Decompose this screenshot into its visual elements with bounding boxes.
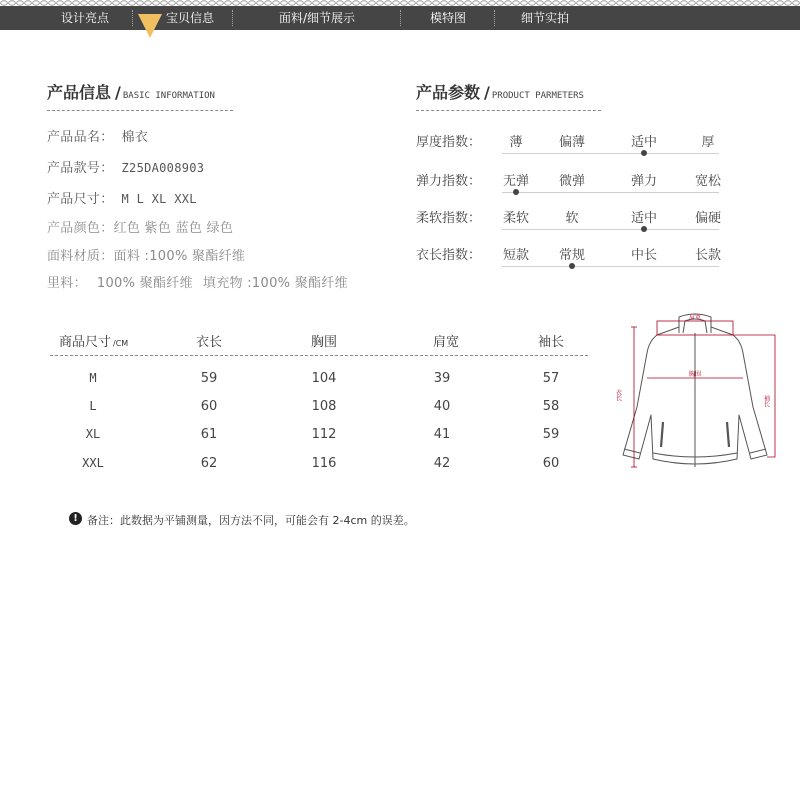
param-option: 弹力 [630,174,658,189]
warning-icon: ! [69,512,82,525]
param-option: 柔软 [502,211,530,226]
measurement-cell: 104 [311,371,337,386]
param-label: 柔软指数： [416,211,482,226]
fabric-row [47,245,245,264]
jacket-left-cuff [624,449,640,453]
basic-info-title: 产品信息 [47,83,112,102]
size-header-label: 商品尺寸 [59,335,112,350]
param-label: 衣长指数： [416,248,482,263]
column-header-length: 衣长 [195,335,223,350]
param-scale-line [502,229,719,230]
product-code-value: Z25DA008903 [121,161,205,175]
product-name-value: 棉衣 [121,130,149,145]
product-size-row [47,188,197,207]
params-title: 产品参数 [416,83,481,102]
filling-label: 填充物 : [202,276,252,291]
tab-separator [132,10,133,26]
column-header-sleeve: 袖长 [537,335,565,350]
product-color-row [47,217,233,236]
tab-separator [232,10,233,26]
product-color-value: 红色 紫色 蓝色 绿色 [113,221,234,236]
tab-fabric-details[interactable]: 面料/细节展示 [278,11,356,25]
param-label: 弹力指数： [416,174,482,189]
size-cell: XXL [82,456,104,470]
param-selected-marker [569,263,575,269]
measurement-cell: 59 [200,371,218,386]
measurement-note: 备注：此数据为平铺测量，因方法不同，可能会有 2-4cm 的误差。 [87,514,415,527]
param-option: 偏薄 [558,135,586,150]
param-option: 中长 [630,248,658,263]
param-option: 短款 [502,248,530,263]
tab-bar [0,6,800,30]
measurement-cell: 41 [433,427,451,442]
product-name-label: 产品品名： [47,130,114,145]
filling-value: 100% 聚酯纤维 [251,276,348,291]
param-option: 适中 [630,211,658,226]
params-divider [416,110,601,111]
jacket-left-pocket [661,422,663,447]
param-option: 偏硬 [694,211,722,226]
basic-info-header: 产品信息 / BASIC INFORMATION [47,83,215,102]
size-cell: L [89,399,97,413]
tab-separator [400,10,401,26]
param-option: 厚 [701,135,715,150]
tab-separator [494,10,495,26]
param-option: 长款 [694,248,722,263]
measurement-cell: 39 [433,371,451,386]
length-measure-label: 衣长 [614,389,622,401]
product-size-label: 产品尺寸： [47,192,114,207]
param-scale-line [502,153,719,154]
param-scale-line [502,192,719,193]
size-cell: M [89,371,97,385]
param-option: 常规 [558,248,586,263]
params-header: 产品参数 / PRODUCT PARMETERS [416,83,584,102]
fabric-value: 面料 :100% 聚酯纤维 [113,249,246,264]
measurement-cell: 60 [542,456,560,471]
measurement-cell: 42 [433,456,451,471]
measurement-cell: 108 [311,399,337,414]
lining-value: 100% 聚酯纤维 [96,276,193,291]
tab-product-info[interactable]: 宝贝信息 [165,11,214,25]
basic-info-subtitle: BASIC INFORMATION [122,91,215,101]
lining-row [47,272,348,291]
shoulder-measure-label: 肩宽 [688,314,702,321]
product-color-label: 产品颜色： [47,221,114,236]
param-option: 宽松 [694,174,722,189]
active-tab-marker [138,6,162,40]
size-table-header [59,331,128,350]
param-selected-marker [641,150,647,156]
measurement-cell: 58 [542,399,560,414]
product-code-row [47,157,204,176]
param-option: 薄 [509,135,523,150]
param-label: 厚度指数： [416,135,482,150]
param-selected-marker [513,189,519,195]
param-option: 适中 [630,135,658,150]
params-subtitle: PRODUCT PARMETERS [491,91,584,101]
jacket-measurement-diagram [605,307,785,477]
param-option: 无弹 [502,174,530,189]
measurement-cell: 59 [542,427,560,442]
column-header-shoulder: 肩宽 [432,335,460,350]
lining-label: 里料： [47,276,87,291]
param-selected-marker [641,226,647,232]
jacket-right-pocket [727,422,729,447]
sleeve-measure-label: 袖长 [762,395,770,407]
tab-design-highlights[interactable]: 设计亮点 [60,11,109,25]
tab-detail-photos[interactable]: 细节实拍 [520,11,569,25]
tab-model-photos[interactable]: 模特图 [429,11,466,25]
product-name-row [47,126,148,145]
measurement-cell: 60 [200,399,218,414]
measurement-cell: 62 [200,456,218,471]
shoulder-measure-box [657,321,733,335]
measurement-cell: 40 [433,399,451,414]
param-scale-line [502,266,719,267]
size-header-unit: /CM [113,339,129,348]
product-code-label: 产品款号： [47,161,114,176]
measurement-cell: 116 [311,456,337,471]
param-option: 软 [565,211,579,226]
size-cell: XL [85,427,101,441]
measurement-cell: 57 [542,371,560,386]
size-table-divider [50,355,588,356]
fabric-label: 面料材质： [47,249,114,264]
basic-info-divider [47,110,233,111]
jacket-right-cuff [750,449,766,453]
product-size-value: M L XL XXL [121,192,197,206]
chest-measure-label: 胸围 [688,371,702,378]
measurement-cell: 61 [200,427,218,442]
param-option: 微弹 [558,174,586,189]
measurement-cell: 112 [311,427,337,442]
column-header-chest: 胸围 [310,335,338,350]
